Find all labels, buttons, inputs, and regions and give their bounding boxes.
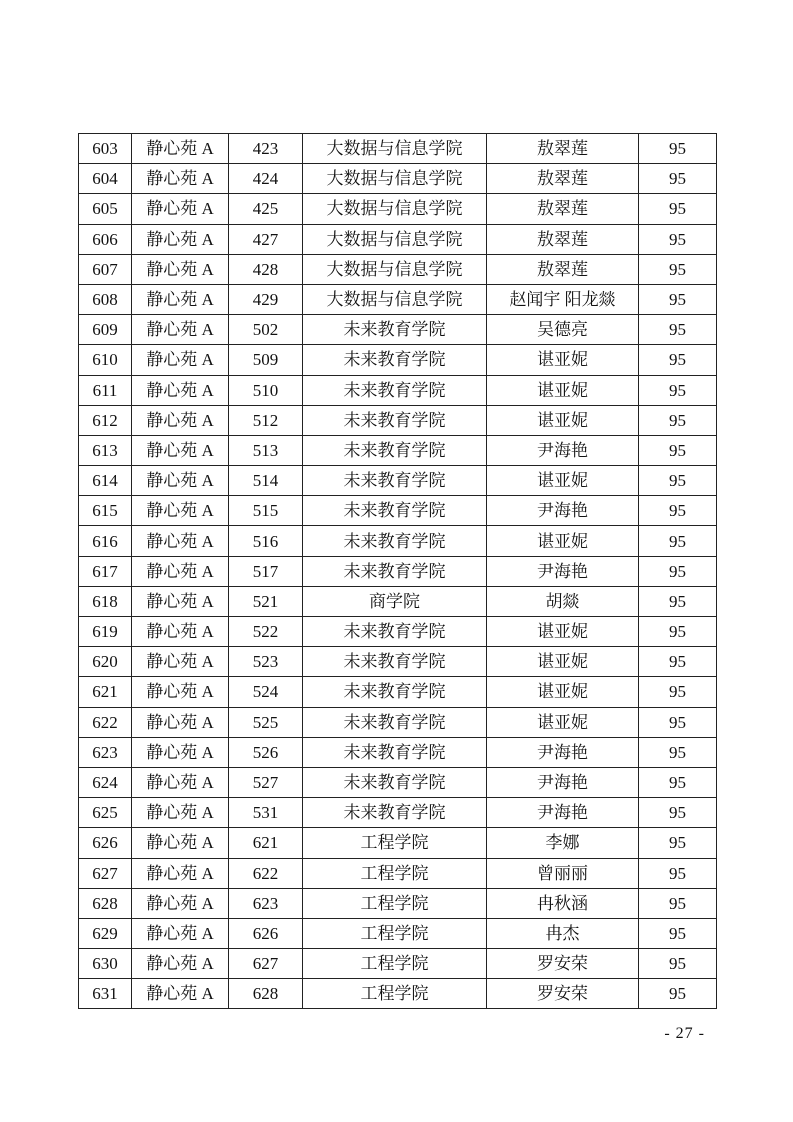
row-number-cell: 627	[79, 858, 132, 888]
row-number-cell: 608	[79, 284, 132, 314]
score-cell: 95	[639, 828, 717, 858]
room-cell: 515	[229, 496, 303, 526]
building-cell: 静心苑 A	[132, 677, 229, 707]
score-cell: 95	[639, 737, 717, 767]
manager-cell: 曾丽丽	[487, 858, 639, 888]
college-cell: 工程学院	[303, 949, 487, 979]
building-cell: 静心苑 A	[132, 224, 229, 254]
row-number-cell: 611	[79, 375, 132, 405]
score-cell: 95	[639, 284, 717, 314]
room-cell: 512	[229, 405, 303, 435]
college-cell: 工程学院	[303, 828, 487, 858]
manager-cell: 谌亚妮	[487, 617, 639, 647]
manager-cell: 尹海艳	[487, 556, 639, 586]
college-cell: 未来教育学院	[303, 647, 487, 677]
score-cell: 95	[639, 556, 717, 586]
score-cell: 95	[639, 979, 717, 1009]
room-cell: 425	[229, 194, 303, 224]
college-cell: 未来教育学院	[303, 435, 487, 465]
manager-cell: 胡燚	[487, 586, 639, 616]
table-row	[79, 526, 717, 556]
building-cell: 静心苑 A	[132, 828, 229, 858]
table-row	[79, 949, 717, 979]
dormitory-score-table	[78, 133, 717, 1009]
manager-cell: 冉秋涵	[487, 888, 639, 918]
score-cell: 95	[639, 617, 717, 647]
college-cell: 工程学院	[303, 858, 487, 888]
college-cell: 大数据与信息学院	[303, 284, 487, 314]
building-cell: 静心苑 A	[132, 979, 229, 1009]
row-number-cell: 612	[79, 405, 132, 435]
row-number-cell: 605	[79, 194, 132, 224]
building-cell: 静心苑 A	[132, 556, 229, 586]
table-row	[79, 466, 717, 496]
college-cell: 未来教育学院	[303, 466, 487, 496]
score-cell: 95	[639, 345, 717, 375]
table-body	[79, 134, 717, 1009]
college-cell: 未来教育学院	[303, 798, 487, 828]
score-cell: 95	[639, 798, 717, 828]
score-cell: 95	[639, 435, 717, 465]
manager-cell: 谌亚妮	[487, 707, 639, 737]
manager-cell: 谌亚妮	[487, 677, 639, 707]
manager-cell: 罗安荣	[487, 979, 639, 1009]
manager-cell: 谌亚妮	[487, 466, 639, 496]
table-row	[79, 164, 717, 194]
manager-cell: 冉杰	[487, 918, 639, 948]
room-cell: 429	[229, 284, 303, 314]
college-cell: 大数据与信息学院	[303, 254, 487, 284]
room-cell: 516	[229, 526, 303, 556]
room-cell: 522	[229, 617, 303, 647]
college-cell: 工程学院	[303, 979, 487, 1009]
table-row	[79, 979, 717, 1009]
table-row	[79, 556, 717, 586]
row-number-cell: 620	[79, 647, 132, 677]
building-cell: 静心苑 A	[132, 707, 229, 737]
college-cell: 未来教育学院	[303, 405, 487, 435]
building-cell: 静心苑 A	[132, 617, 229, 647]
room-cell: 623	[229, 888, 303, 918]
building-cell: 静心苑 A	[132, 315, 229, 345]
row-number-cell: 626	[79, 828, 132, 858]
row-number-cell: 628	[79, 888, 132, 918]
table-row	[79, 858, 717, 888]
room-cell: 428	[229, 254, 303, 284]
building-cell: 静心苑 A	[132, 737, 229, 767]
score-cell: 95	[639, 164, 717, 194]
score-cell: 95	[639, 526, 717, 556]
manager-cell: 罗安荣	[487, 949, 639, 979]
score-cell: 95	[639, 918, 717, 948]
manager-cell: 敖翠莲	[487, 254, 639, 284]
building-cell: 静心苑 A	[132, 345, 229, 375]
score-cell: 95	[639, 888, 717, 918]
row-number-cell: 619	[79, 617, 132, 647]
college-cell: 未来教育学院	[303, 767, 487, 797]
building-cell: 静心苑 A	[132, 134, 229, 164]
building-cell: 静心苑 A	[132, 858, 229, 888]
building-cell: 静心苑 A	[132, 647, 229, 677]
score-cell: 95	[639, 707, 717, 737]
manager-cell: 谌亚妮	[487, 405, 639, 435]
room-cell: 525	[229, 707, 303, 737]
room-cell: 621	[229, 828, 303, 858]
building-cell: 静心苑 A	[132, 767, 229, 797]
score-cell: 95	[639, 496, 717, 526]
manager-cell: 尹海艳	[487, 737, 639, 767]
table-row	[79, 737, 717, 767]
row-number-cell: 631	[79, 979, 132, 1009]
manager-cell: 敖翠莲	[487, 224, 639, 254]
row-number-cell: 609	[79, 315, 132, 345]
table-row	[79, 647, 717, 677]
room-cell: 521	[229, 586, 303, 616]
room-cell: 628	[229, 979, 303, 1009]
table-row	[79, 888, 717, 918]
building-cell: 静心苑 A	[132, 405, 229, 435]
room-cell: 524	[229, 677, 303, 707]
row-number-cell: 606	[79, 224, 132, 254]
table-row	[79, 134, 717, 164]
row-number-cell: 630	[79, 949, 132, 979]
score-cell: 95	[639, 466, 717, 496]
building-cell: 静心苑 A	[132, 496, 229, 526]
building-cell: 静心苑 A	[132, 466, 229, 496]
room-cell: 510	[229, 375, 303, 405]
score-cell: 95	[639, 224, 717, 254]
building-cell: 静心苑 A	[132, 798, 229, 828]
college-cell: 未来教育学院	[303, 677, 487, 707]
building-cell: 静心苑 A	[132, 435, 229, 465]
room-cell: 526	[229, 737, 303, 767]
college-cell: 未来教育学院	[303, 707, 487, 737]
building-cell: 静心苑 A	[132, 888, 229, 918]
row-number-cell: 610	[79, 345, 132, 375]
score-cell: 95	[639, 647, 717, 677]
building-cell: 静心苑 A	[132, 164, 229, 194]
building-cell: 静心苑 A	[132, 284, 229, 314]
table-row	[79, 435, 717, 465]
college-cell: 未来教育学院	[303, 526, 487, 556]
building-cell: 静心苑 A	[132, 918, 229, 948]
row-number-cell: 621	[79, 677, 132, 707]
room-cell: 527	[229, 767, 303, 797]
college-cell: 未来教育学院	[303, 345, 487, 375]
row-number-cell: 629	[79, 918, 132, 948]
score-cell: 95	[639, 134, 717, 164]
college-cell: 大数据与信息学院	[303, 134, 487, 164]
manager-cell: 谌亚妮	[487, 647, 639, 677]
row-number-cell: 604	[79, 164, 132, 194]
table-row	[79, 677, 717, 707]
room-cell: 531	[229, 798, 303, 828]
room-cell: 517	[229, 556, 303, 586]
row-number-cell: 625	[79, 798, 132, 828]
manager-cell: 敖翠莲	[487, 164, 639, 194]
manager-cell: 李娜	[487, 828, 639, 858]
row-number-cell: 603	[79, 134, 132, 164]
college-cell: 未来教育学院	[303, 315, 487, 345]
row-number-cell: 614	[79, 466, 132, 496]
row-number-cell: 613	[79, 435, 132, 465]
score-cell: 95	[639, 858, 717, 888]
manager-cell: 谌亚妮	[487, 375, 639, 405]
row-number-cell: 623	[79, 737, 132, 767]
college-cell: 大数据与信息学院	[303, 164, 487, 194]
table-row	[79, 707, 717, 737]
building-cell: 静心苑 A	[132, 194, 229, 224]
college-cell: 未来教育学院	[303, 617, 487, 647]
row-number-cell: 607	[79, 254, 132, 284]
room-cell: 427	[229, 224, 303, 254]
college-cell: 大数据与信息学院	[303, 224, 487, 254]
score-cell: 95	[639, 586, 717, 616]
row-number-cell: 624	[79, 767, 132, 797]
score-cell: 95	[639, 194, 717, 224]
college-cell: 商学院	[303, 586, 487, 616]
manager-cell: 吴德亮	[487, 315, 639, 345]
college-cell: 未来教育学院	[303, 737, 487, 767]
room-cell: 627	[229, 949, 303, 979]
row-number-cell: 618	[79, 586, 132, 616]
manager-cell: 尹海艳	[487, 798, 639, 828]
college-cell: 未来教育学院	[303, 556, 487, 586]
row-number-cell: 616	[79, 526, 132, 556]
college-cell: 大数据与信息学院	[303, 194, 487, 224]
table-row	[79, 345, 717, 375]
room-cell: 626	[229, 918, 303, 948]
manager-cell: 敖翠莲	[487, 194, 639, 224]
table-row	[79, 798, 717, 828]
room-cell: 502	[229, 315, 303, 345]
table-row	[79, 405, 717, 435]
score-cell: 95	[639, 375, 717, 405]
room-cell: 514	[229, 466, 303, 496]
table-row	[79, 375, 717, 405]
building-cell: 静心苑 A	[132, 949, 229, 979]
manager-cell: 赵闻宇 阳龙燚	[487, 284, 639, 314]
manager-cell: 谌亚妮	[487, 526, 639, 556]
room-cell: 622	[229, 858, 303, 888]
row-number-cell: 622	[79, 707, 132, 737]
room-cell: 423	[229, 134, 303, 164]
room-cell: 523	[229, 647, 303, 677]
row-number-cell: 615	[79, 496, 132, 526]
building-cell: 静心苑 A	[132, 254, 229, 284]
table-row	[79, 617, 717, 647]
table-row	[79, 767, 717, 797]
college-cell: 未来教育学院	[303, 496, 487, 526]
room-cell: 509	[229, 345, 303, 375]
manager-cell: 尹海艳	[487, 496, 639, 526]
table-row	[79, 224, 717, 254]
table-row	[79, 284, 717, 314]
table-row	[79, 586, 717, 616]
table-row	[79, 918, 717, 948]
score-cell: 95	[639, 767, 717, 797]
score-cell: 95	[639, 254, 717, 284]
room-cell: 424	[229, 164, 303, 194]
building-cell: 静心苑 A	[132, 586, 229, 616]
score-cell: 95	[639, 315, 717, 345]
page-number: - 27 -	[664, 1025, 705, 1042]
manager-cell: 尹海艳	[487, 767, 639, 797]
score-cell: 95	[639, 949, 717, 979]
college-cell: 未来教育学院	[303, 375, 487, 405]
college-cell: 工程学院	[303, 918, 487, 948]
building-cell: 静心苑 A	[132, 375, 229, 405]
score-cell: 95	[639, 405, 717, 435]
score-cell: 95	[639, 677, 717, 707]
row-number-cell: 617	[79, 556, 132, 586]
college-cell: 工程学院	[303, 888, 487, 918]
table-row	[79, 496, 717, 526]
table-row	[79, 254, 717, 284]
manager-cell: 谌亚妮	[487, 345, 639, 375]
table-row	[79, 194, 717, 224]
room-cell: 513	[229, 435, 303, 465]
table-row	[79, 315, 717, 345]
manager-cell: 尹海艳	[487, 435, 639, 465]
table-row	[79, 828, 717, 858]
building-cell: 静心苑 A	[132, 526, 229, 556]
manager-cell: 敖翠莲	[487, 134, 639, 164]
